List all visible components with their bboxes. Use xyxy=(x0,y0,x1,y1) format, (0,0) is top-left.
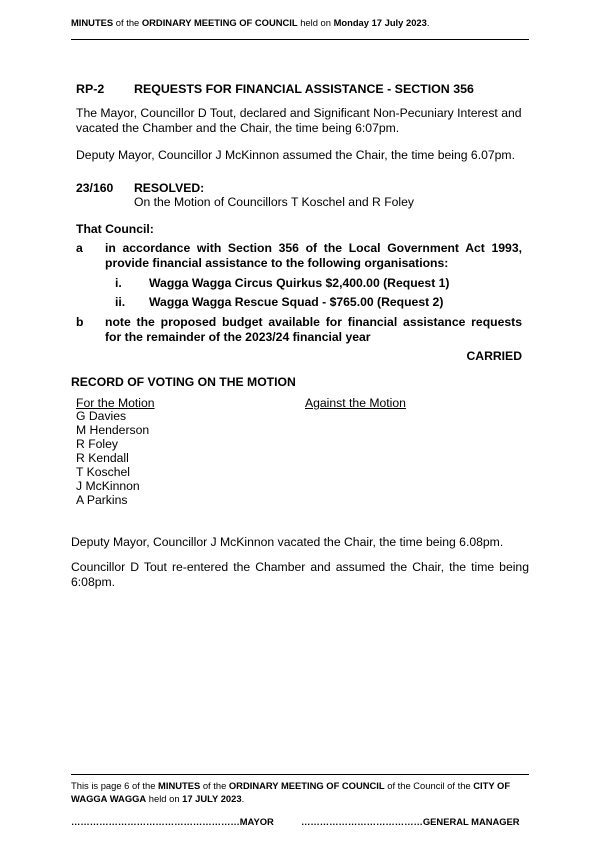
footer-text: This is page 6 of the xyxy=(71,780,159,791)
header-meeting: ORDINARY MEETING OF COUNCIL xyxy=(141,17,298,28)
resolution-item-text: in accordance with Section 356 of the Local Government Act 1993, provide financial assistance to the following organisations: xyxy=(105,241,522,270)
deputy-vacated-paragraph: Deputy Mayor, Councillor J McKinnon vacated the Chair, the time being 6.08pm. xyxy=(71,535,504,549)
resolution-number: 23/160 xyxy=(76,181,114,195)
footer-text: held on xyxy=(146,792,183,804)
footer-text: of the xyxy=(200,780,229,791)
footer-meeting: ORDINARY MEETING OF COUNCIL xyxy=(228,780,385,791)
voter-name: M Henderson xyxy=(76,423,150,437)
against-the-motion-label: Against the Motion xyxy=(305,396,406,410)
footer-date: 17 JULY 2023 xyxy=(182,792,242,804)
resolution-item-text: note the proposed budget available for financial assistance requests for the remainder of the 2023/24 financial year xyxy=(105,315,522,344)
header-end: . xyxy=(426,17,430,28)
subitem-marker: i. xyxy=(115,276,122,290)
voter-name: T Koschel xyxy=(76,465,130,479)
mayor-signature-line: ………………………………………………MAYOR xyxy=(71,816,274,827)
subitem-marker: ii. xyxy=(115,295,126,309)
subitem-text: Wagga Wagga Circus Quirkus $2,400.00 (Request 1) xyxy=(149,276,450,290)
item-title: REQUESTS FOR FINANCIAL ASSISTANCE - SECTION 356 xyxy=(134,82,474,96)
mayor-returned-paragraph: Councillor D Tout re-entered the Chamber and assumed the Chair, the time being 6:08pm. xyxy=(71,560,529,589)
header-date: Monday 17 July 2023 xyxy=(333,17,427,28)
header-divider xyxy=(71,39,529,40)
voter-name: A Parkins xyxy=(76,493,128,507)
header-minutes: MINUTES xyxy=(71,17,114,28)
page-footer xyxy=(71,780,529,805)
resolution-motion: On the Motion of Councillors T Koschel and R Foley xyxy=(134,195,415,209)
voter-name: G Davies xyxy=(76,409,127,423)
resolution-item-marker: a xyxy=(76,241,83,255)
general-manager-signature-line: …………………………………GENERAL MANAGER xyxy=(301,816,520,827)
voting-heading: RECORD OF VOTING ON THE MOTION xyxy=(71,375,296,389)
resolution-label: RESOLVED: xyxy=(134,181,205,195)
footer-text: of the Council of the xyxy=(384,780,474,791)
footer-city: CITY OF WAGGA WAGGA xyxy=(71,780,511,804)
voter-name: R Kendall xyxy=(76,451,129,465)
header-held-on: held on xyxy=(297,17,334,28)
for-the-motion-label: For the Motion xyxy=(76,396,155,410)
footer-end: . xyxy=(241,792,245,804)
voter-name: J McKinnon xyxy=(76,479,140,493)
for-the-motion-list xyxy=(76,409,149,507)
voter-name: R Foley xyxy=(76,437,118,451)
carried-label: CARRIED xyxy=(466,349,522,363)
interest-paragraph: The Mayor, Councillor D Tout, declared and Significant Non-Pecuniary Interest and vacated the Chamber and the Chair, the time being 6:07pm. xyxy=(76,106,522,135)
that-council: That Council: xyxy=(76,222,154,236)
page-header xyxy=(71,17,429,28)
footer-divider xyxy=(71,774,529,775)
subitem-text: Wagga Wagga Rescue Squad - $765.00 (Request 2) xyxy=(149,295,444,309)
resolution-item-marker: b xyxy=(76,315,84,329)
footer-minutes: MINUTES xyxy=(158,780,201,791)
header-of-the: of the xyxy=(113,17,142,28)
deputy-assumed-paragraph: Deputy Mayor, Councillor J McKinnon assumed the Chair, the time being 6.07pm. xyxy=(76,148,515,162)
item-code: RP-2 xyxy=(76,82,105,96)
